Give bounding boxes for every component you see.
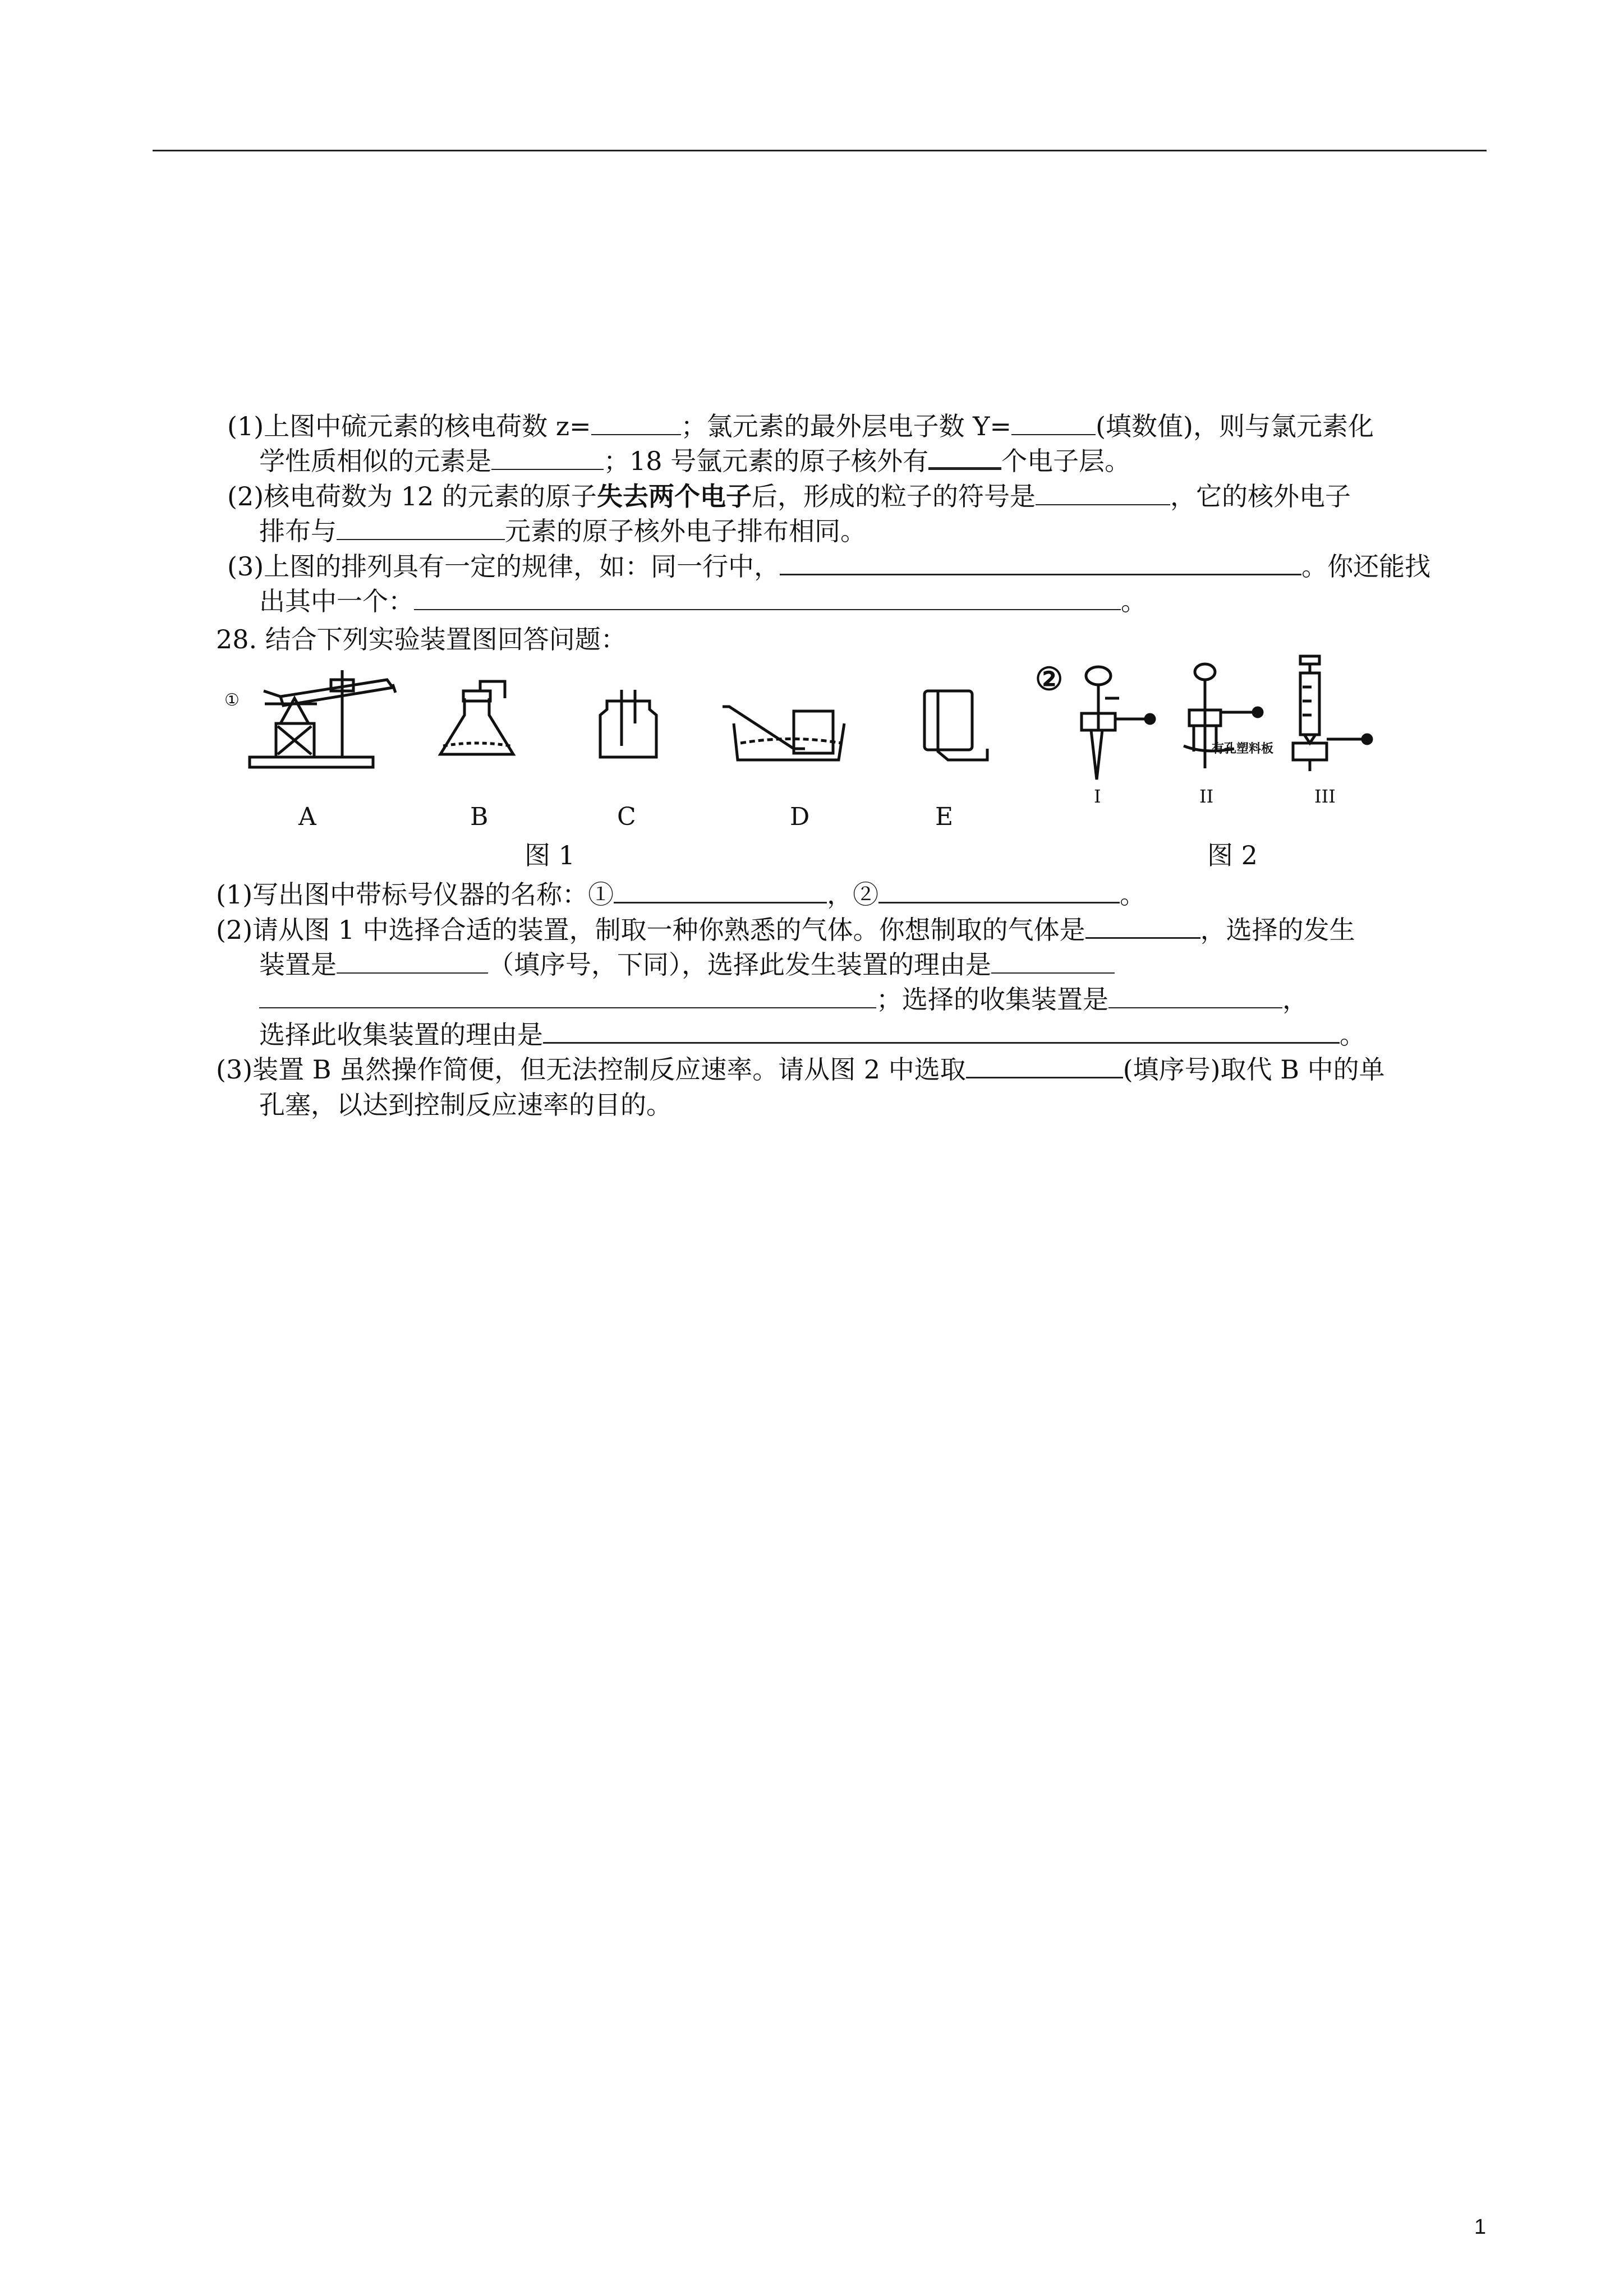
q27-p2-text-b: 后，形成的粒子的符号是 [751,481,1036,511]
fig2-label-i: I [1094,786,1101,807]
answer-blank-generator-reason-b[interactable] [259,985,876,1008]
fig1-label-e: E [935,803,954,831]
apparatus-c [600,690,656,757]
fig1-label-b: B [470,803,489,831]
q27-p3-text-a: (3)上图的排列具有一定的规律，如：同一行中， [227,551,780,582]
q28-p2-text-b: ，选择的发生 [1200,915,1355,945]
fig1-label-a: A [298,803,316,831]
q27-p1-text-d: 学性质相似的元素是 [259,446,491,476]
q27-p1-text-a: (1)上图中硫元素的核电荷数 z= [227,411,591,441]
q28-p2-text-d: （填序号，下同），选择此发生装置的理由是 [488,949,991,980]
q27-p1-text-c: (填数值)，则与氯元素化 [1096,411,1374,441]
answer-blank-generator-reason-a[interactable] [991,950,1115,974]
answer-blank-collector-reason[interactable] [543,1020,1340,1044]
fig2-caption: 图 2 [1207,840,1258,870]
q28-p3-text-c: 孔塞，以达到控制反应速率的目的。 [259,1090,672,1120]
q28-p3-text-b: (填序号)取代 B 中的单 [1122,1054,1385,1085]
apparatus-e [924,690,987,760]
q28-part3-line2 [259,1088,672,1122]
q28-p2-text-c: 装置是 [259,949,337,980]
apparatus-a [250,670,395,767]
q28-part2-line4 [259,1018,1365,1052]
q28-p2-text-e: ；选择的收集装置是 [876,984,1108,1015]
q28-p2-text-a: (2)请从图 1 中选择合适的装置，制取一种你熟悉的气体。你想制取的气体是 [216,915,1085,945]
q27-p2-text-a: (2)核电荷数为 12 的元素的原子 [227,481,597,511]
q27-p2-bold: 失去两个电子 [596,481,752,511]
q28-p2-text-h: 。 [1340,1020,1365,1050]
fig1-label-c: C [617,803,636,831]
q28-part1 [216,878,1145,911]
q27-p3-text-d: 。 [1121,586,1147,616]
q27-p2-text-c: ，它的核外电子 [1170,481,1351,511]
q28-part2-line2 [259,948,1115,981]
apparatus-iii [1293,656,1372,771]
q28-part3-line1 [216,1053,1385,1086]
page-number: 1 [1474,2215,1487,2239]
fig2-label-iii: III [1314,786,1336,807]
apparatus-b [440,681,513,754]
fig2-label-ii: II [1199,786,1214,807]
q28-p1-text-a: (1)写出图中带标号仪器的名称：① [216,879,614,910]
answer-blank-generator[interactable] [337,950,488,974]
fig1-label-d: D [790,803,810,831]
marker-1: ① [224,690,240,710]
q28-p2-text-f: ， [1282,984,1308,1015]
q28-p1-text-b: ，② [827,879,879,910]
apparatus-i [1082,667,1154,780]
q27-p3-text-c: 出其中一个： [259,586,414,616]
answer-blank-gas[interactable] [1085,915,1200,939]
q28-p1-text-c: 。 [1120,879,1146,910]
q27-p1-text-f: 个电子层。 [1001,446,1131,476]
q27-p2-text-e: 元素的原子核外电子排布相同。 [505,516,866,546]
marker-2: ② [1035,661,1064,698]
q27-p1-text-e: ；18 号氩元素的原子核外有 [604,446,929,476]
q27-p1-text-b: ；氯元素的最外层电子数 Y= [680,411,1012,441]
q28-p2-text-g: 选择此收集装置的理由是 [259,1020,543,1050]
q27-p3-text-b: 。你还能找 [1301,551,1431,582]
q28-part2-line1 [216,913,1355,947]
plate-label: 有孔塑料板 [1212,741,1274,756]
answer-blank-instrument-2[interactable] [878,879,1120,903]
q28-p3-text-a: (3)装置 B 虽然操作简便，但无法控制反应速率。请从图 2 中选取 [216,1054,966,1085]
answer-blank-replacement[interactable] [966,1054,1123,1078]
q27-p2-text-d: 排布与 [259,516,337,546]
q28-title: 28. 结合下列实验装置图回答问题： [216,624,627,654]
fig1-caption: 图 1 [525,840,575,870]
apparatus-d [723,707,844,760]
answer-blank-collector[interactable] [1108,985,1282,1008]
q28-part2-line3 [259,983,1308,1016]
answer-blank-instrument-1[interactable] [614,879,827,903]
